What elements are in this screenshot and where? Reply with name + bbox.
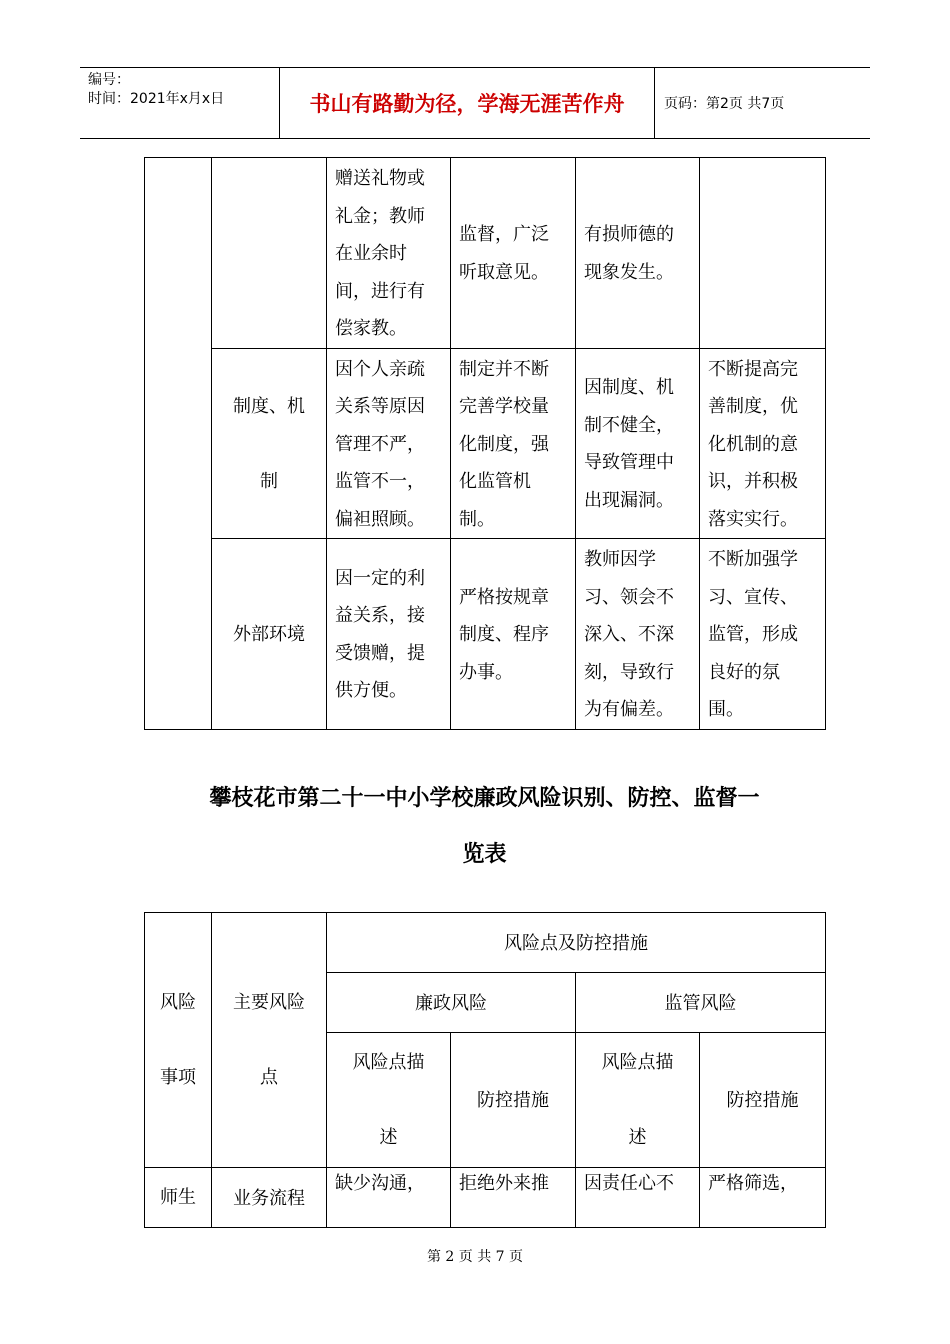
table-row: [145, 539, 826, 730]
header-clean-risk: 廉政风险: [327, 973, 576, 1033]
header-measure-1: 防控措施: [451, 1033, 576, 1168]
risk-point-cell: 外部环境: [212, 539, 327, 730]
risk-table-continued: [144, 157, 826, 730]
risk-point-cell: [212, 158, 327, 349]
risk-point-cell: 业务流程: [212, 1168, 327, 1228]
table-row: [145, 158, 826, 349]
risk-table: [144, 912, 826, 1228]
clean-desc-cell: 赠送礼物或 礼金；教师 在业余时 间，进行有 偿家教。: [327, 158, 451, 349]
clean-desc-cell: 因个人亲疏 关系等原因 管理不严， 监管不一， 偏袒照顾。: [327, 348, 451, 539]
clean-desc-cell: 缺少沟通，: [327, 1168, 451, 1228]
sup-desc-cell: 教师因学 习、领会不 深入、不深 刻，导致行 为有偏差。: [576, 539, 700, 730]
table-header-row: [145, 913, 826, 973]
clean-measure-cell: 监督，广泛 听取意见。: [451, 158, 576, 349]
sup-desc-cell: 因责任心不: [576, 1168, 700, 1228]
header-measure-2: 防控措施: [700, 1033, 826, 1168]
risk-point-cell: 制度、机 制: [212, 348, 327, 539]
header-number: 编号：: [88, 72, 130, 88]
header-main-point: 主要风险 点: [212, 913, 327, 1168]
clean-desc-cell: 因一定的利 益关系，接 受馈赠，提 供方便。: [327, 539, 451, 730]
risk-item-cell: [145, 158, 212, 730]
page-footer: 第 2 页 共 7 页: [426, 1249, 524, 1265]
clean-measure-cell: 严格按规章 制度、程序 办事。: [451, 539, 576, 730]
sup-measure-cell: 严格筛选，: [700, 1168, 826, 1228]
sup-desc-cell: 有损师德的 现象发生。: [576, 158, 700, 349]
header-group: 风险点及防控措施: [327, 913, 826, 973]
sup-measure-cell: 不断加强学 习、宣传、 监管，形成 良好的氛 围。: [700, 539, 826, 730]
table-row: [145, 348, 826, 539]
document-title: 攀枝花市第二十一中小学校廉政风险识别、防控、监督一 览表: [209, 785, 760, 867]
sup-desc-cell: 因制度、机 制不健全， 导致管理中 出现漏洞。: [576, 348, 700, 539]
header-desc-1: 风险点描 述: [327, 1033, 451, 1168]
header-time: 时间：2021年x月x日: [88, 91, 225, 107]
header-meta: [80, 68, 280, 138]
header-desc-2: 风险点描 述: [576, 1033, 700, 1168]
sup-measure-cell: [700, 158, 826, 349]
clean-measure-cell: 拒绝外来推: [451, 1168, 576, 1228]
page-header: [80, 67, 870, 139]
header-page-info: 页码：第2页 共7页: [664, 96, 785, 112]
risk-item-cell: 师生: [145, 1168, 212, 1228]
sup-measure-cell: 不断提高完 善制度，优 化机制的意 识，并积极 落实实行。: [700, 348, 826, 539]
header-motto: 书山有路勤为径，学海无涯苦作舟: [280, 68, 655, 138]
clean-measure-cell: 制定并不断 完善学校量 化制度，强 化监管机 制。: [451, 348, 576, 539]
header-risk-item: 风险 事项: [145, 913, 212, 1168]
table-row: [145, 1168, 826, 1228]
header-sup-risk: 监管风险: [576, 973, 826, 1033]
